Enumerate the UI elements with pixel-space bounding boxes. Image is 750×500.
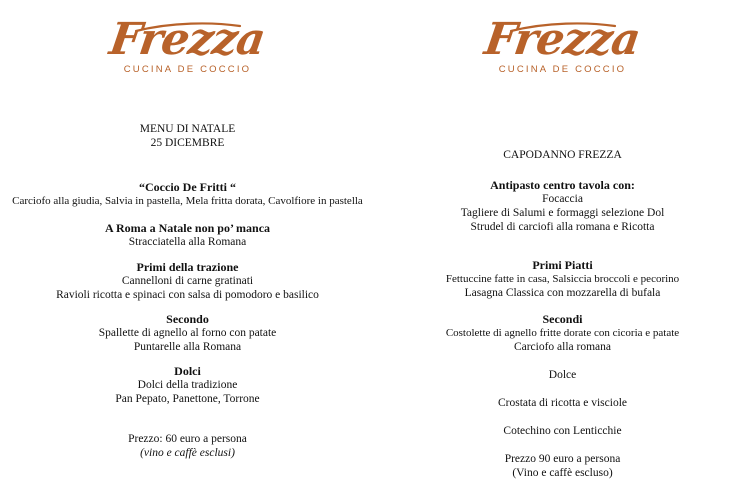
logo-tagline: CUCINA DE COCCIO [123,64,252,75]
price: Prezzo: 60 euro a persona [128,433,247,445]
logo-wordmark: Frezza [106,14,269,65]
section-heading: Primi della trazione [136,260,239,274]
section-heading: “Coccio De Fritti “ [139,180,236,194]
menu-item: Costolette di agnello fritte dorate con cicoria e patate [445,327,680,339]
new-year-menu [375,0,750,500]
menu-title: CAPODANNO FREZZA [503,149,622,161]
price-note: (vino e caffè esclusi) [140,447,235,459]
section-heading: Secondo [166,312,209,326]
menu-item: Dolci della tradizione [137,379,238,391]
menu-item: Strudel di carciofi alla romana e Ricotta [470,221,655,233]
section-heading: Dolce [548,369,577,381]
menu-item: Focaccia [542,193,583,205]
menu-item: Ravioli ricotta e spinaci con salsa di pomodoro e basilico [56,289,319,301]
frezza-logo [0,14,375,76]
menu-item: Carciofo alla romana [513,341,612,353]
menu-title: MENU DI NATALE [139,123,236,135]
menu-item: Carciofo alla giudia, Salvia in pastella, Mela fritta dorata, Cavolfiore in pastella [12,195,363,207]
section-heading: A Roma a Natale non po’ manca [104,221,271,235]
price: Prezzo 90 euro a persona [504,453,621,465]
menu-item: Spallette di agnello al forno con patate [98,327,277,339]
menu-item: Lasagna Classica con mozzarella di bufala [464,287,661,299]
menu-item: Cotechino con Lenticchie [503,425,622,437]
price-note: (Vino e caffè escluso) [512,467,613,479]
section-heading: Secondi [542,312,583,326]
menu-item: Stracciatella alla Romana [128,236,247,248]
logo-tagline: CUCINA DE COCCIO [498,64,627,75]
menu-item: Pan Pepato, Panettone, Torrone [115,393,260,405]
menu-item: Tagliere di Salumi e formaggi selezione Dol [460,207,665,219]
logo-wordmark: Frezza [481,14,644,65]
section-heading: Primi Piatti [532,258,593,272]
menu-item: Crostata di ricotta e visciole [497,397,627,409]
frezza-logo [375,14,750,76]
menu-date: 25 DICEMBRE [150,137,225,149]
menu-item: Cannelloni di carne gratinati [121,275,254,287]
section-heading: Dolci [174,364,201,378]
menu-item: Puntarelle alla Romana [133,341,242,353]
section-heading: Antipasto centro tavola con: [490,178,635,192]
menu-item: Fettuccine fatte in casa, Salsiccia broccoli e pecorino [445,273,680,285]
